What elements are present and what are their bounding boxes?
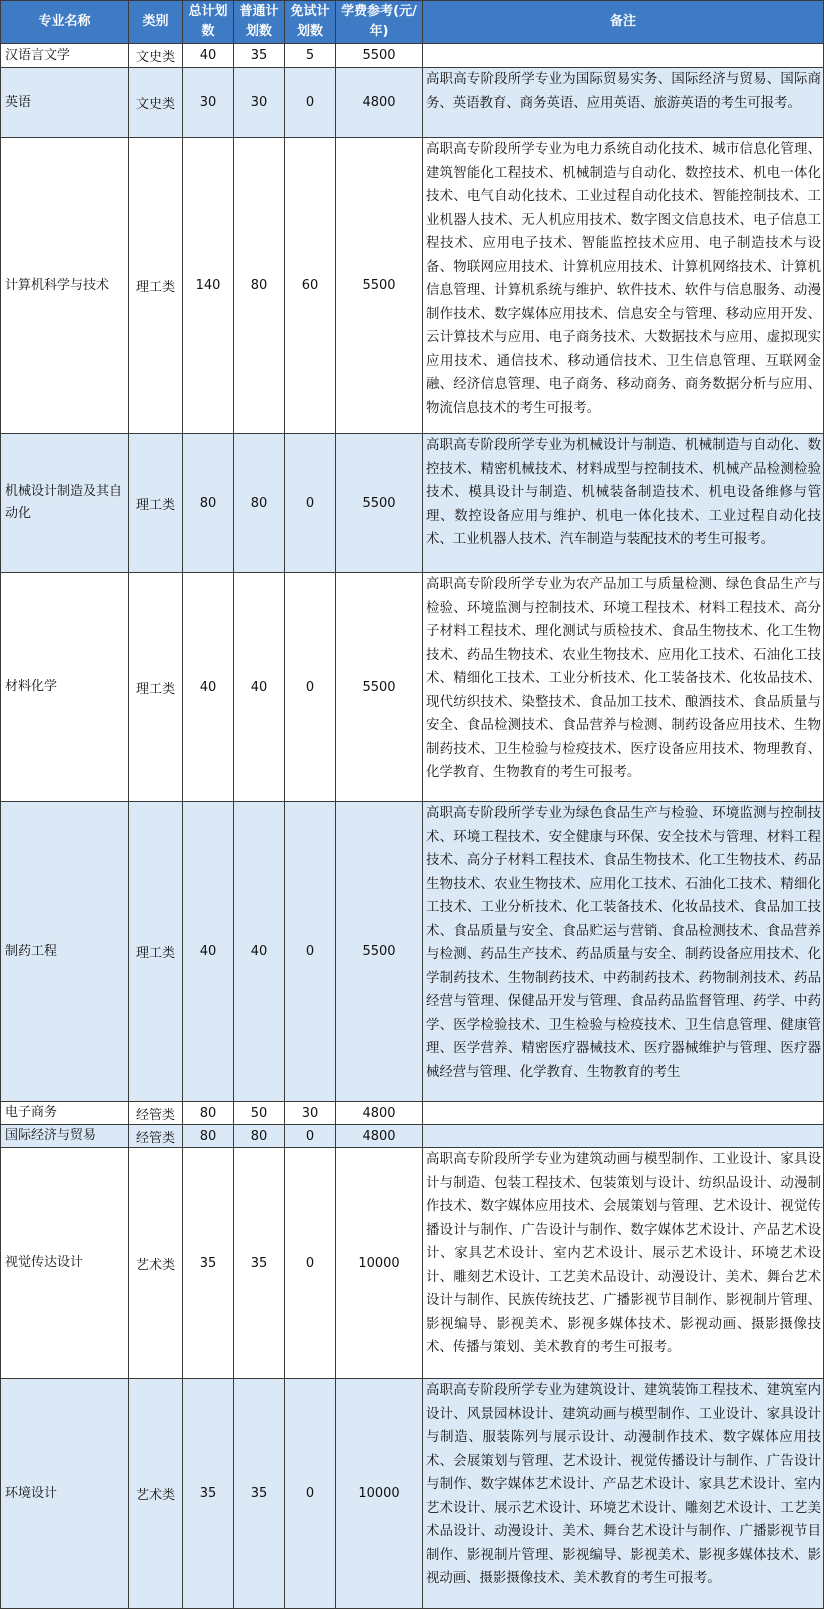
note: 高职高专阶段所学专业为建筑设计、建筑装饰工程技术、建筑室内设计、风景园林设计、建筑动画与模型制作、工业设计、家具设计与制造、服装陈列与展示设计、动漫制作技术、数字媒体应用技术、会展策划与管理、艺术设计、视觉传播设计与制作、广告设计与制作、数字媒体艺术设计、产品艺术设计、家具艺术设计、室内艺术设计、展示艺术设计、环境艺术设计、雕刻艺术设计、工艺美术品设计、动漫设计、美术、舞台艺术设计与制作、广播影视节目制作、影视制片管理、影视编导、影视美术、影视多媒体技术、影视动画、摄影摄像技术、美术教育的考生可报考。	[423, 1379, 824, 1609]
note	[423, 1102, 824, 1125]
exempt-plan: 0	[285, 573, 336, 802]
note: 高职高专阶段所学专业为电力系统自动化技术、城市信息化管理、建筑智能化工程技术、机械制造与自动化、数控技术、机电一体化技术、电气自动化技术、工业过程自动化技术、智能控制技术、工业机器人技术、无人机应用技术、数字图文信息技术、电子信息工程技术、应用电子技术、智能监控技术应用、电子制造技术与设备、物联网应用技术、计算机应用技术、计算机网络技术、计算机信息管理、计算机系统与维护、软件技术、软件与信息服务、动漫制作技术、数字媒体应用技术、信息安全与管理、移动应用开发、云计算技术与应用、电子商务技术、大数据技术与应用、虚拟现实应用技术、通信技术、移动通信技术、卫生信息管理、互联网金融、经济信息管理、电子商务、移动商务、商务数据分析与应用、物流信息技术的考生可报考。	[423, 138, 824, 434]
major-category: 经管类	[129, 1102, 183, 1125]
tuition: 5500	[336, 138, 423, 434]
regular-plan: 40	[234, 573, 285, 802]
total-plan: 30	[183, 68, 234, 138]
total-plan: 140	[183, 138, 234, 434]
header-row	[1, 1, 824, 44]
tuition: 4800	[336, 68, 423, 138]
major-name: 电子商务	[1, 1102, 129, 1125]
exempt-plan: 0	[285, 1148, 336, 1379]
major-name: 英语	[1, 68, 129, 138]
table-row	[1, 1102, 824, 1125]
major-name: 环境设计	[1, 1379, 129, 1609]
tuition: 5500	[336, 802, 423, 1102]
regular-plan: 80	[234, 1125, 285, 1148]
exempt-plan: 0	[285, 1379, 336, 1609]
header-tuition: 学费参考(元/年)	[336, 1, 423, 44]
major-category: 理工类	[129, 802, 183, 1102]
exempt-plan: 0	[285, 68, 336, 138]
total-plan: 35	[183, 1148, 234, 1379]
major-category: 文史类	[129, 44, 183, 68]
table-row	[1, 138, 824, 434]
table-row	[1, 1125, 824, 1148]
total-plan: 80	[183, 1102, 234, 1125]
total-plan: 40	[183, 44, 234, 68]
table-row	[1, 573, 824, 802]
major-category: 艺术类	[129, 1379, 183, 1609]
exempt-plan: 0	[285, 434, 336, 573]
table-row	[1, 68, 824, 138]
major-name: 制药工程	[1, 802, 129, 1102]
regular-plan: 35	[234, 1379, 285, 1609]
exempt-plan: 5	[285, 44, 336, 68]
major-category: 文史类	[129, 68, 183, 138]
table-row	[1, 44, 824, 68]
header-regular-plan: 普通计划数	[234, 1, 285, 44]
total-plan: 35	[183, 1379, 234, 1609]
note	[423, 802, 824, 1102]
major-name: 机械设计制造及其自动化	[1, 434, 129, 573]
header-name: 专业名称	[1, 1, 129, 44]
header-category: 类别	[129, 1, 183, 44]
regular-plan: 35	[234, 1148, 285, 1379]
note: 高职高专阶段所学专业为农产品加工与质量检测、绿色食品生产与检验、环境监测与控制技术、环境工程技术、材料工程技术、高分子材料工程技术、理化测试与质检技术、食品生物技术、化工生物技术、药品生物技术、农业生物技术、应用化工技术、石油化工技术、精细化工技术、工业分析技术、化工装备技术、化妆品技术、现代纺织技术、染整技术、食品加工技术、酿酒技术、食品质量与安全、食品检测技术、食品营养与检测、制药设备应用技术、生物制药技术、卫生检验与检疫技术、医疗设备应用技术、物理教育、化学教育、生物教育的考生可报考。	[423, 573, 824, 802]
table-row	[1, 434, 824, 573]
note	[423, 44, 824, 68]
major-name: 国际经济与贸易	[1, 1125, 129, 1148]
major-category: 理工类	[129, 434, 183, 573]
major-category: 艺术类	[129, 1148, 183, 1379]
tuition: 5500	[336, 44, 423, 68]
header-note: 备注	[423, 1, 824, 44]
tuition: 5500	[336, 434, 423, 573]
note-text: 高职高专阶段所学专业为绿色食品生产与检验、环境监测与控制技术、环境工程技术、安全健康与环保、安全技术与管理、材料工程技术、高分子材料工程技术、食品生物技术、化工生物技术、药品生物技术、农业生物技术、应用化工技术、石油化工技术、精细化工技术、工业分析技术、化工装备技术、化妆品技术、食品加工技术、食品质量与安全、食品贮运与营销、食品检测技术、食品营养与检测、药品生产技术、药品质量与安全、制药设备应用技术、化学制药技术、生物制药技术、中药制药技术、药物制剂技术、药品经营与管理、保健品开发与管理、食品药品监督管理、药学、中药学、医学检验技术、卫生检验与检疫技术、卫生信息管理、健康管理、医学营养、精密医疗器械技术、医疗器械维护与管理、医疗器械经营与管理、化学教育、生物教育的考生	[426, 806, 821, 1080]
note: 高职高专阶段所学专业为建筑动画与模型制作、工业设计、家具设计与制造、包装工程技术、包装策划与设计、纺织品设计、动漫制作技术、数字媒体应用技术、会展策划与管理、艺术设计、视觉传播设计与制作、广告设计与制作、数字媒体艺术设计、产品艺术设计、家具艺术设计、室内艺术设计、展示艺术设计、环境艺术设计、雕刻艺术设计、工艺美术品设计、动漫设计、美术、舞台艺术设计与制作、民族传统技艺、广播影视节目制作、影视制片管理、影视编导、影视美术、影视多媒体技术、影视动画、摄影摄像技术、传播与策划、美术教育的考生可报考。	[423, 1148, 824, 1379]
total-plan: 80	[183, 434, 234, 573]
total-plan: 80	[183, 1125, 234, 1148]
major-name: 材料化学	[1, 573, 129, 802]
regular-plan: 30	[234, 68, 285, 138]
major-category: 理工类	[129, 138, 183, 434]
note	[423, 1125, 824, 1148]
exempt-plan: 0	[285, 1125, 336, 1148]
table-row	[1, 1379, 824, 1609]
regular-plan: 80	[234, 434, 285, 573]
exempt-plan: 0	[285, 802, 336, 1102]
major-name: 视觉传达设计	[1, 1148, 129, 1379]
tuition: 4800	[336, 1125, 423, 1148]
tuition: 4800	[336, 1102, 423, 1125]
exempt-plan: 30	[285, 1102, 336, 1125]
tuition: 10000	[336, 1379, 423, 1609]
regular-plan: 35	[234, 44, 285, 68]
note: 高职高专阶段所学专业为机械设计与制造、机械制造与自动化、数控技术、精密机械技术、材料成型与控制技术、机械产品检测检验技术、模具设计与制造、机械装备制造技术、机电设备维修与管理、数控设备应用与维护、机电一体化技术、工业过程自动化技术、工业机器人技术、汽车制造与装配技术的考生可报考。	[423, 434, 824, 573]
regular-plan: 40	[234, 802, 285, 1102]
major-name: 汉语言文学	[1, 44, 129, 68]
tuition: 10000	[336, 1148, 423, 1379]
regular-plan: 80	[234, 138, 285, 434]
header-total-plan: 总计划数	[183, 1, 234, 44]
note: 高职高专阶段所学专业为国际贸易实务、国际经济与贸易、国际商务、英语教育、商务英语、应用英语、旅游英语的考生可报考。	[423, 68, 824, 138]
major-category: 经管类	[129, 1125, 183, 1148]
tuition: 5500	[336, 573, 423, 802]
header-exempt-plan: 免试计划数	[285, 1, 336, 44]
table-row	[1, 802, 824, 1102]
exempt-plan: 60	[285, 138, 336, 434]
total-plan: 40	[183, 802, 234, 1102]
total-plan: 40	[183, 573, 234, 802]
major-category: 理工类	[129, 573, 183, 802]
major-name: 计算机科学与技术	[1, 138, 129, 434]
table-row	[1, 1148, 824, 1379]
regular-plan: 50	[234, 1102, 285, 1125]
